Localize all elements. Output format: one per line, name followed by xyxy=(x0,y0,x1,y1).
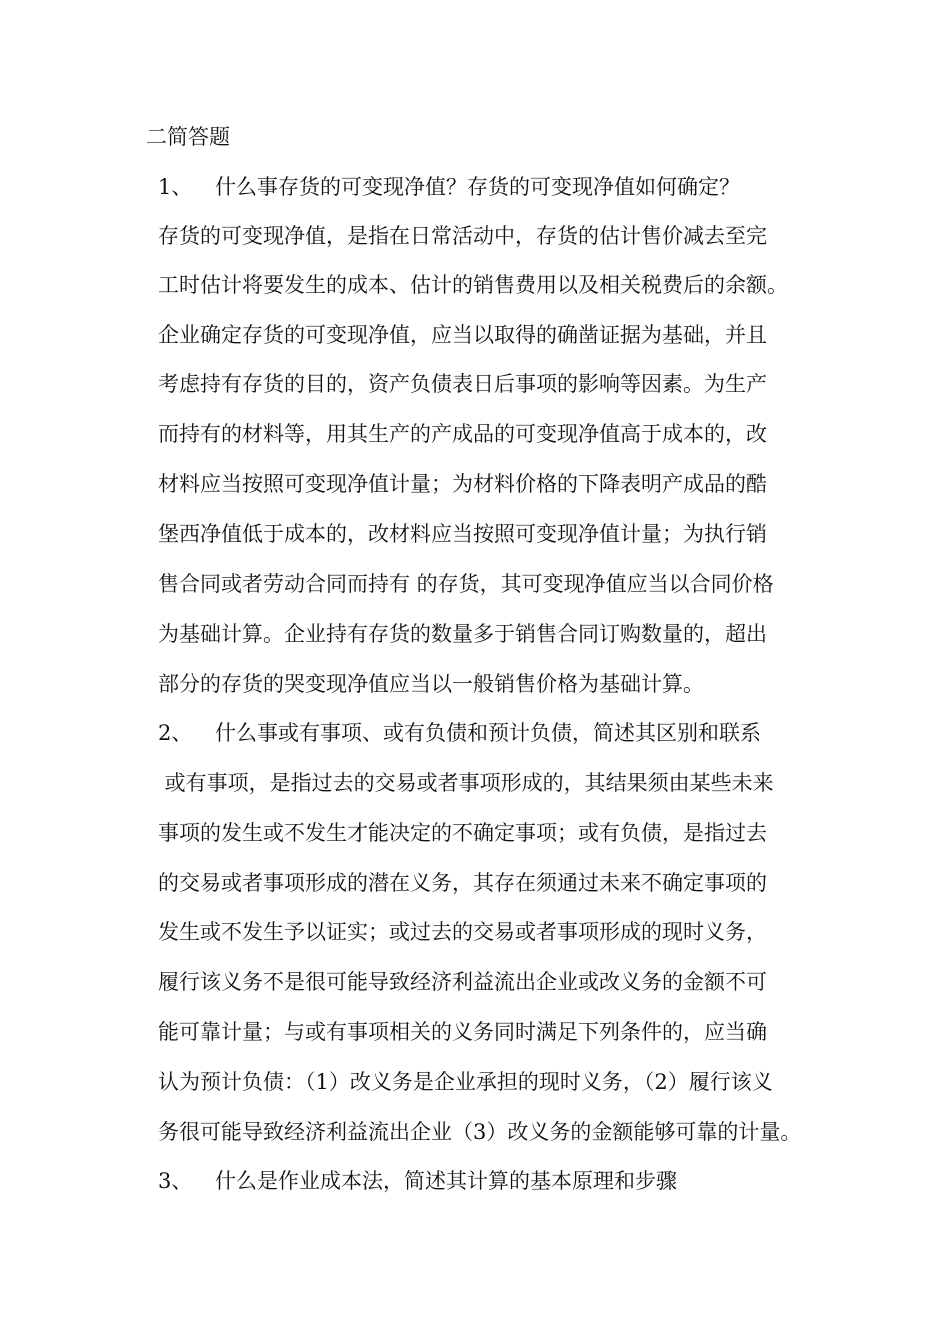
question-3-number: 3、 xyxy=(158,1169,193,1193)
answer-2-line: 或有事项，是指过去的交易或者事项形成的，其结果须由某些未来 xyxy=(158,771,774,795)
question-1-number: 1、 xyxy=(158,175,193,199)
answer-1-line: 存货的可变现净值，是指在日常活动中，存货的估计售价减去至完 xyxy=(158,224,767,248)
answer-2-line: 事项的发生或不发生才能决定的不确定事项；或有负债，是指过去 xyxy=(158,821,767,845)
answer-2-line: 发生或不发生予以证实；或过去的交易或者事项形成的现时义务， xyxy=(158,920,767,944)
question-2-number: 2、 xyxy=(158,721,193,745)
answer-1-line: 考虑持有存货的目的，资产负债表日后事项的影响等因素。为生产 xyxy=(158,372,767,396)
question-1-text: 什么事存货的可变现净值？存货的可变现净值如何确定？ xyxy=(215,175,740,199)
answer-2-line: 能可靠计量；与或有事项相关的义务同时满足下列条件的，应当确 xyxy=(158,1020,767,1044)
answer-1-line: 部分的存货的哭变现净值应当以一般销售价格为基础计算。 xyxy=(158,672,704,696)
section-title: 二简答题 xyxy=(146,125,230,149)
answer-1-line: 为基础计算。企业持有存货的数量多于销售合同订购数量的，超出 xyxy=(158,622,767,646)
answer-1-line: 而持有的材料等，用其生产的产成品的可变现净值高于成本的，改 xyxy=(158,422,767,446)
answer-1-line: 堡西净值低于成本的，改材料应当按照可变现净值计量；为执行销 xyxy=(158,522,767,546)
answer-1-line: 材料应当按照可变现净值计量；为材料价格的下降表明产成品的酷 xyxy=(158,472,767,496)
answer-1-line: 售合同或者劳动合同而持有 的存货，其可变现净值应当以合同价格 xyxy=(158,572,774,596)
answer-2-line: 务很可能导致经济利益流出企业（3）改义务的金额能够可靠的计量。 xyxy=(158,1120,802,1144)
answer-1-line: 企业确定存货的可变现净值，应当以取得的确凿证据为基础，并且 xyxy=(158,323,767,347)
answer-1-line: 工时估计将要发生的成本、估计的销售费用以及相关税费后的余额。 xyxy=(158,273,788,297)
answer-2-line: 履行该义务不是很可能导致经济利益流出企业或改义务的金额不可 xyxy=(158,970,767,994)
answer-2-line: 认为预计负债：（1）改义务是企业承担的现时义务，（2）履行该义 xyxy=(158,1070,773,1094)
question-3-text: 什么是作业成本法，简述其计算的基本原理和步骤 xyxy=(215,1169,677,1193)
question-2-text: 什么事或有事项、或有负债和预计负债，简述其区别和联系 xyxy=(215,721,761,745)
answer-2-line: 的交易或者事项形成的潜在义务，其存在须通过未来不确定事项的 xyxy=(158,871,767,895)
